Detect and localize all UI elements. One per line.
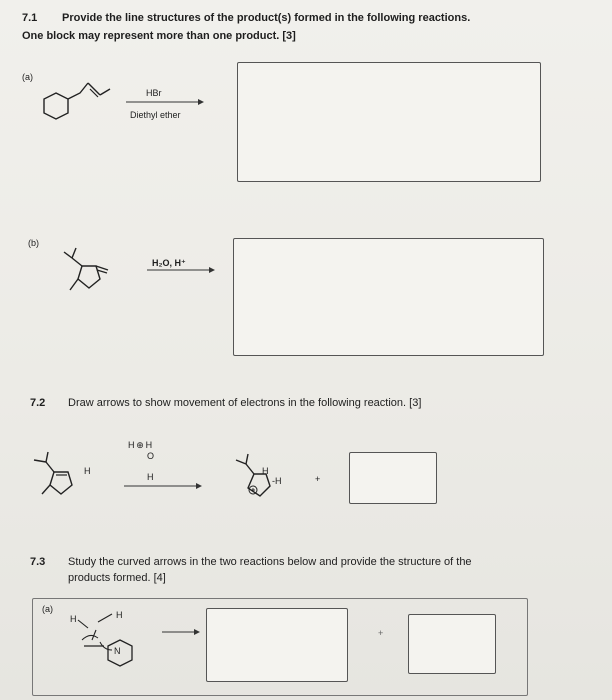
question-7-3-text-line2: products formed. [4] <box>68 572 166 584</box>
reagent-7-2-oxygen: O <box>147 451 155 461</box>
reactant-7-1a-structure <box>44 75 124 135</box>
product-7-2-h-label-2: -H <box>272 476 282 486</box>
answer-box-7-2[interactable] <box>349 452 437 504</box>
reaction-arrow-7-1a <box>126 98 206 106</box>
reagent-7-1b-top: H₂O, H⁺ <box>152 258 186 268</box>
plus-sign-7-2: + <box>315 474 321 484</box>
question-7-2-number: 7.2 <box>30 397 46 409</box>
question-7-1-text-line1: Provide the line structures of the product(s) formed in the following reactions. <box>62 12 471 24</box>
reactant-7-2-structure <box>34 456 94 506</box>
answer-box-7-3a-product-2[interactable] <box>408 614 496 674</box>
reaction-arrow-7-2 <box>124 482 204 490</box>
reaction-arrow-7-1b <box>147 266 217 274</box>
reagent-7-2-bottom: H <box>147 472 154 482</box>
reagent-7-2-top: H ⊕ H <box>128 440 153 450</box>
product-7-2-h-label-1: H <box>262 466 269 476</box>
reactant-7-1b-structure <box>62 248 142 308</box>
question-7-1-text-line2: One block may represent more than one product. [3] <box>22 30 296 42</box>
product-7-2-structure <box>232 456 292 506</box>
question-7-1-number: 7.1 <box>22 12 38 24</box>
answer-box-7-1b[interactable] <box>233 238 544 356</box>
part-7-1a-label: (a) <box>22 72 33 82</box>
part-7-3a-label: (a) <box>42 604 53 614</box>
reaction-arrow-7-3a <box>162 628 202 636</box>
answer-box-7-3a-product-1[interactable] <box>206 608 348 682</box>
reactant-7-3a-nitrogen: N <box>114 646 121 656</box>
reactant-7-3a-h1: H <box>70 614 77 624</box>
part-7-1b-label: (b) <box>28 238 39 248</box>
question-7-3-number: 7.3 <box>30 556 46 568</box>
reagent-7-1a-top: HBr <box>146 88 162 98</box>
question-7-2-text: Draw arrows to show movement of electrons in the following reaction. [3] <box>68 397 422 409</box>
reactant-7-2-h-label: H <box>84 466 91 476</box>
reactant-7-3a-h2: H <box>116 610 123 620</box>
question-7-3-text-line1: Study the curved arrows in the two reactions below and provide the structure of the <box>68 556 472 568</box>
answer-box-7-1a[interactable] <box>237 62 541 182</box>
plus-sign-7-3a: + <box>378 628 384 638</box>
reagent-7-1a-bottom: Diethyl ether <box>130 110 181 120</box>
